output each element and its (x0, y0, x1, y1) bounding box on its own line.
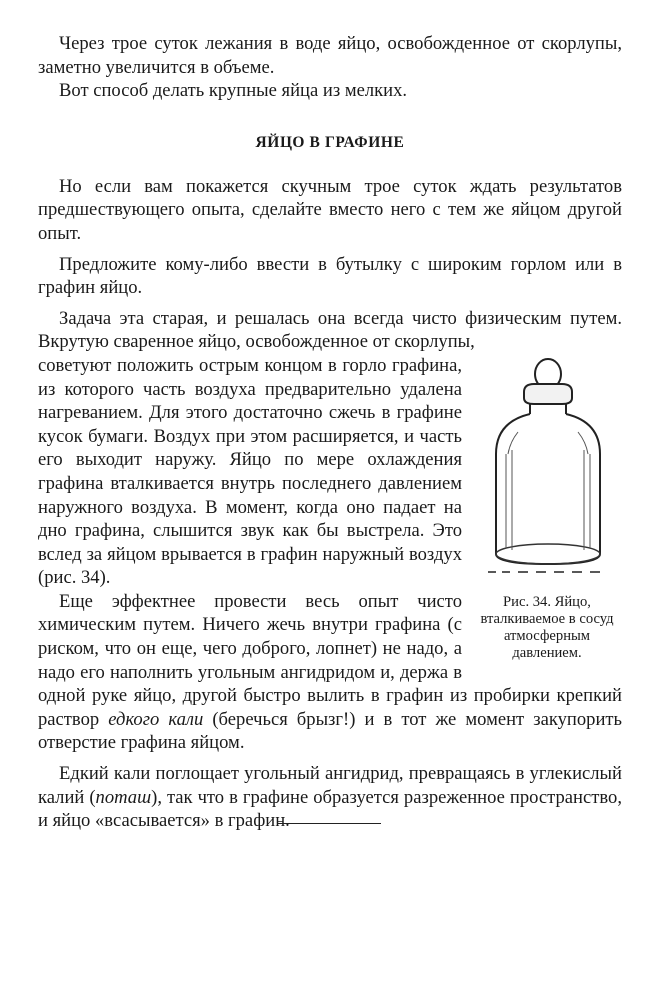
section-divider (278, 823, 381, 824)
section-title: ЯЙЦО В ГРАФИНЕ (255, 133, 405, 151)
paragraph-4-text-b: (беречься брызг!) и в тот же момент закупорить отверстие графина яйцом. (38, 708, 623, 754)
section-paragraph-1: Но если вам покажется скучным трое суток ждать результатов предшествующего опыта, сделайте вместо него с тем же яйцом другой опыт. (38, 175, 622, 244)
intro-paragraph-1: Через трое суток лежания в воде яйцо, освобожденное от скорлупы, заметно увеличится в объеме. (38, 33, 622, 78)
paragraph-5-emphasis: поташ (95, 786, 152, 808)
intro-paragraph-2: Вот способ делать крупные яйца из мелких. (59, 80, 408, 102)
figure-34 (472, 358, 622, 662)
paragraph-5-text-a: Едкий кали поглощает угольный ангидрид, превращаясь в углекислый калий ( (38, 763, 622, 808)
paragraph-4-text-a: Еще эффектнее провести весь опыт чисто химическим путем. Ничего жечь внутри графина (с риском, что он еще, чего доброго, лопнет) не надо, а надо его наполнить угольным ангидридом и, держа в одной руке яйцо, другой быстро вылить в графин из пробирки крепкий раствор (38, 590, 622, 730)
page-content (38, 32, 622, 833)
figure-caption: Рис. 34. Яйцо, вталкиваемое в сосуд атмосферным давлением. (480, 593, 614, 661)
paragraph-4-emphasis: едкого кали (108, 708, 204, 730)
paragraph-5-text-b: ), так что в графине образуется разреженное пространство, и яйцо «всасывается» в графин. (38, 786, 622, 832)
carafe-with-egg-illustration (488, 358, 606, 578)
section-paragraph-3: Задача эта старая, и решалась она всегда чисто физическим путем. Вкрутую сваренное яйцо, освобожденное от скорлупы, (38, 307, 622, 353)
section-paragraph-2: Предложите кому-либо ввести в бутылку с широким горлом или в графин яйцо. (38, 253, 622, 299)
section-paragraph-3-continued: советуют положить острым концом в горло графина, из которого часть воздуха предварительно удалена нагреванием. Для этого достаточно сжечь в графине кусок бумаги. Воздух при этом расширяется, и часть его выходит наружу. Яйцо по мере охлаждения графина вталкивается внутрь последнего давлением наружного воздуха. В момент, когда оно падает на дно графина, слышится звук как бы выстрела. Это вслед за яйцом врывается в графин наружный воздух (рис. 34). (38, 354, 462, 589)
